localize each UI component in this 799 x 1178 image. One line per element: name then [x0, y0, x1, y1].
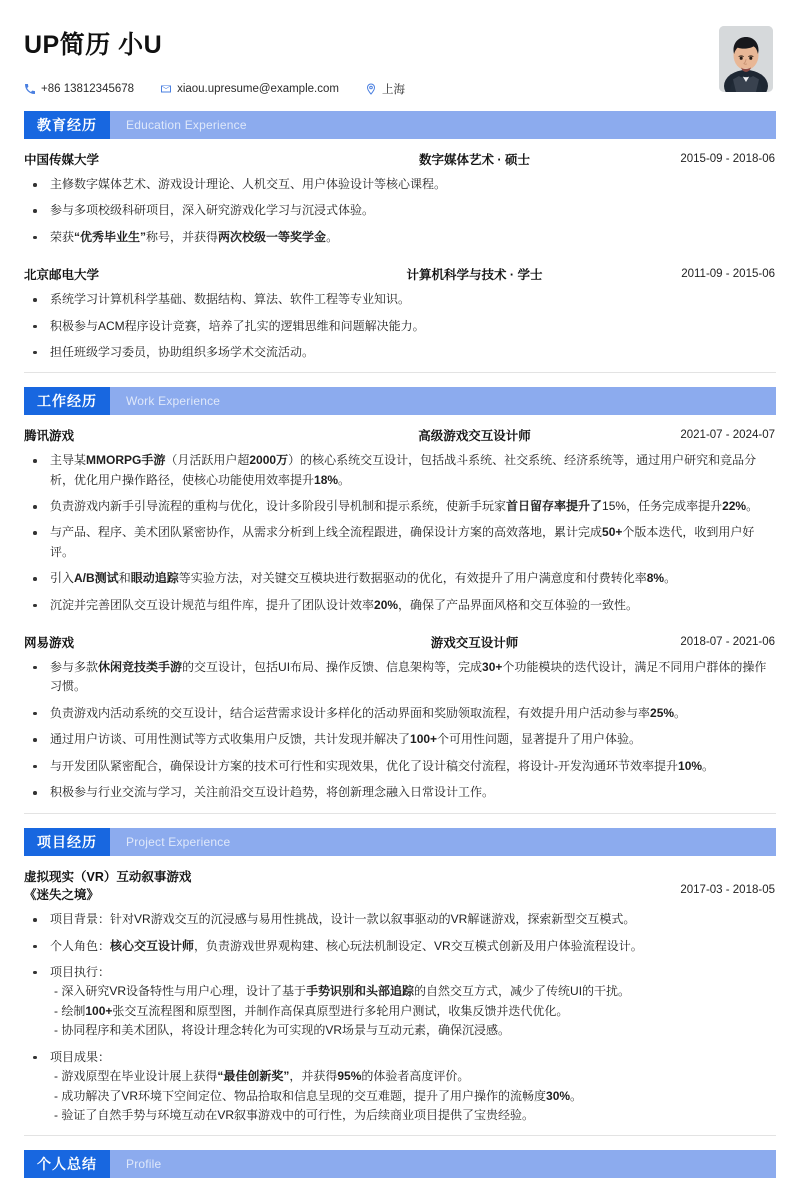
body-text: 。 — [326, 229, 339, 244]
body-text: 个功能模块的迭代设计，满足不同用户群体的操作习惯。 — [50, 659, 767, 694]
section-title-en: Education Experience — [126, 118, 247, 133]
body-text: ）的核心系统交互设计，包括战斗系统、社交系统、经济系统等，通过用户研究和竞品分析，优化用户操作路径，使核心功能使用效率提升 — [50, 453, 757, 487]
body-text: 张交互流程图和原型图，并制作高保真原型进行多轮用户测试，收集反馈并迭代优化。 — [112, 1003, 569, 1018]
entry-date-range: 2011-09 - 2015-06 — [681, 268, 775, 281]
list-subitem — [50, 1021, 775, 1040]
emphasis-text: 100+ — [85, 1003, 113, 1018]
list-item — [24, 201, 775, 220]
body-text: 担任班级学习委员，协助组织多场学术交流活动。 — [50, 344, 315, 359]
list-subitem — [50, 1067, 775, 1086]
contact-row — [24, 81, 405, 97]
body-text: - 成功解决了VR环境下空间定位、物品拾取和信息呈现的交互难题，提升了用户操作的流畅度 — [54, 1088, 547, 1103]
list-subitem — [50, 982, 775, 1001]
body-text: 主导某 — [50, 453, 87, 468]
body-text: 负责游戏内活动系统的交互设计，结合运营需求设计多样化的活动界面和奖励领取流程，有效提升用户活动参与率 — [50, 705, 651, 720]
body-text: 的交互设计，包括UI布局、操作反馈、信息架构等，完成 — [182, 659, 483, 674]
body-text: 个版本迭代，收到用户好评。 — [50, 525, 755, 559]
body-text: - 绘制 — [54, 1003, 86, 1018]
resume-entry — [24, 254, 775, 362]
header-left — [24, 26, 405, 97]
contact-phone-text: +86 13812345678 — [41, 83, 135, 96]
list-item — [24, 497, 775, 516]
entry-header — [24, 868, 775, 906]
emphasis-text: A/B测试 — [74, 571, 119, 586]
body-text: 。 — [674, 705, 687, 720]
entry-date-range: 2018-07 - 2021-06 — [680, 636, 775, 649]
body-text: - 游戏原型在毕业设计展上获得 — [54, 1069, 218, 1084]
body-text: 荣获 — [50, 229, 75, 244]
entry-organization-name: 北京邮电大学 — [24, 268, 100, 283]
body-text: ，负责游戏世界观构建、核心玩法机制设定、VR交互模式创新及用户体验流程设计。 — [194, 938, 643, 953]
body-text: 。 — [746, 499, 759, 513]
list-item — [24, 963, 775, 1041]
resume-entry — [24, 139, 775, 247]
section-title-cn: 项目经历 — [24, 828, 110, 856]
section-title-cn: 工作经历 — [24, 387, 110, 415]
emphasis-text: 休闲竞技类手游 — [98, 659, 183, 674]
entry-organization-name: 网易游戏 — [24, 636, 75, 651]
list-item — [24, 317, 775, 336]
entry-bullet-list — [24, 658, 775, 803]
resume-entry — [24, 856, 775, 1126]
body-text: 。 — [338, 472, 351, 487]
body-text: 个可用性问题，显著提升了用户体验。 — [437, 732, 642, 747]
emphasis-text: 眼动追踪 — [130, 571, 179, 586]
emphasis-text: 22% — [722, 499, 747, 513]
entry-date-range: 2017-03 - 2018-05 — [680, 883, 775, 896]
section-header-bar — [24, 828, 776, 856]
contact-location-text: 上海 — [381, 84, 405, 97]
body-text: 与开发团队紧密配合，确保设计方案的技术可行性和实现效果，优化了设计稿交付流程，将设计-开发沟通环节效率提升 — [50, 758, 679, 773]
section-header-bar — [24, 111, 776, 139]
entry-header — [24, 266, 775, 285]
section-divider — [24, 813, 776, 814]
list-item — [24, 343, 775, 362]
list-item — [24, 910, 775, 929]
body-text: 。 — [664, 571, 677, 586]
emphasis-text: 50+ — [602, 525, 623, 540]
emphasis-text: 8% — [646, 571, 665, 586]
section-title-cn: 教育经历 — [24, 111, 110, 139]
location-icon — [365, 83, 377, 95]
resume-section — [24, 387, 775, 813]
contact-email[interactable] — [160, 83, 339, 95]
resume-header — [24, 0, 775, 97]
list-item — [24, 451, 775, 490]
body-text: 系统学习计算机科学基础、数据结构、算法、软件工程等专业知识。 — [50, 292, 411, 307]
list-item — [24, 1048, 775, 1126]
entry-header — [24, 427, 775, 446]
body-text: 的体验者高度评价。 — [361, 1069, 470, 1084]
entry-bullet-list — [24, 451, 775, 615]
list-item — [24, 290, 775, 309]
body-text: 个人角色： — [50, 938, 111, 953]
resume-entry — [24, 622, 775, 802]
body-text: 负责游戏内新手引导流程的重构与优化，设计多阶段引导机制和提示系统，使新手玩家 — [50, 499, 507, 513]
entry-organization-name: 虚拟现实（VR）互动叙事游戏 — [24, 869, 192, 884]
entry-organization — [24, 868, 324, 906]
body-text: 通过用户访谈、可用性测试等方式收集用户反馈，共计发现并解决了 — [50, 732, 411, 747]
body-text: 积极参与ACM程序设计竞赛，培养了扎实的逻辑思维和问题解决能力。 — [50, 318, 425, 333]
body-text: 主修数字媒体艺术、游戏设计理论、人机交互、用户体验设计等核心课程。 — [50, 177, 447, 191]
body-text: 等实验方法，对关键交互模块进行数据驱动的优化，有效提升了用户满意度和付费转化率 — [178, 571, 647, 586]
emphasis-text: 30+ — [482, 659, 503, 674]
entry-organization-name: 中国传媒大学 — [24, 153, 100, 168]
body-text: 项目背景：针对VR游戏交互的沉浸感与易用性挑战，设计一款以叙事驱动的VR解谜游戏，探索新型交互模式。 — [50, 912, 636, 927]
list-item — [24, 937, 775, 956]
emphasis-text: 30% — [546, 1088, 571, 1103]
body-text: 与产品、程序、美术团队紧密协作，从需求分析到上线全流程跟进，确保设计方案的高效落地，累计完成 — [50, 525, 603, 540]
sections-root — [24, 111, 775, 1178]
section-title-cn: 个人总结 — [24, 1150, 110, 1178]
list-item — [24, 757, 775, 776]
contact-location[interactable] — [365, 81, 405, 97]
list-subitem — [50, 1087, 775, 1106]
list-subitem — [50, 1106, 775, 1125]
body-text: ，确保了产品界面风格和交互体验的一致性。 — [398, 597, 639, 612]
emphasis-text: 首日留存率提升了 — [506, 499, 603, 513]
list-item — [24, 569, 775, 588]
page-title: UP简历 小U — [24, 31, 163, 59]
entry-organization-name: 腾讯游戏 — [24, 429, 75, 444]
body-text: 参与多项校级科研项目，深入研究游戏化学习与沉浸式体验。 — [50, 203, 375, 218]
list-item — [24, 783, 775, 802]
emphasis-text: 20% — [374, 597, 399, 612]
body-text: - 验证了自然手势与环境互动在VR叙事游戏中的可行性，为后续商业项目提供了宝贵经验。 — [54, 1108, 535, 1122]
list-item — [24, 658, 775, 697]
entry-organization — [24, 266, 324, 285]
entry-organization-subtitle: 《迷失之境》 — [24, 888, 100, 903]
section-title-en: Profile — [126, 1157, 162, 1172]
entry-organization — [24, 634, 324, 653]
section-title-en: Work Experience — [126, 394, 221, 409]
emphasis-text: 两次校级一等奖学金 — [218, 229, 327, 244]
body-text: - 深入研究VR设备特性与用户心理，设计了基于 — [54, 984, 307, 999]
emphasis-text: “最佳创新奖” — [217, 1069, 290, 1084]
body-text: ，并获得 — [289, 1069, 338, 1084]
section-title-en: Project Experience — [126, 834, 231, 849]
entry-header — [24, 151, 775, 170]
phone-icon — [24, 83, 36, 95]
entry-bullet-list — [24, 910, 775, 1125]
entry-role: 高级游戏交互设计师 — [418, 429, 531, 444]
contact-phone[interactable] — [24, 83, 134, 95]
emphasis-text: 100+ — [410, 732, 438, 747]
body-text: 称号，并获得 — [146, 229, 219, 244]
body-text: 15% — [602, 499, 627, 513]
emphasis-text: 95% — [337, 1069, 362, 1084]
avatar — [719, 26, 773, 92]
list-subitem — [50, 1002, 775, 1021]
mail-icon — [160, 83, 172, 95]
body-text: 。 — [702, 758, 715, 773]
entry-date-range: 2021-07 - 2024-07 — [680, 429, 775, 442]
list-item — [24, 228, 775, 247]
resume-section — [24, 828, 775, 1137]
emphasis-text: 2000万 — [249, 453, 289, 468]
body-text: 。 — [570, 1088, 583, 1103]
entry-bullet-list — [24, 290, 775, 362]
entry-organization — [24, 427, 324, 446]
list-item — [24, 523, 775, 562]
entry-role: 计算机科学与技术 · 学士 — [406, 268, 543, 283]
body-text: 积极参与行业交流与学习，关注前沿交互设计趋势，将创新理念融入日常设计工作。 — [50, 785, 495, 800]
body-text: 引入 — [50, 571, 75, 586]
entry-date-range: 2015-09 - 2018-06 — [680, 153, 775, 166]
body-text: 项目成果： — [50, 1049, 111, 1064]
entry-role: 游戏交互设计师 — [430, 636, 519, 651]
list-item — [24, 730, 775, 749]
body-text: 和 — [118, 571, 131, 586]
emphasis-text: 18% — [314, 472, 339, 487]
entry-bullet-list — [24, 175, 775, 247]
body-text: ，任务完成率提升 — [626, 499, 723, 513]
emphasis-text: 25% — [650, 705, 675, 720]
section-header-bar — [24, 1150, 776, 1178]
body-text: 项目执行： — [50, 964, 111, 979]
list-item — [24, 175, 775, 194]
section-divider — [24, 1135, 776, 1136]
body-text: - 协同程序和美术团队，将设计理念转化为可实现的VR场景与互动元素，确保沉浸感。 — [54, 1023, 511, 1038]
resume-section — [24, 1150, 775, 1178]
contact-email-text: xiaou.upresume@example.com — [177, 83, 339, 96]
body-text: 沉淀并完善团队交互设计规范与组件库，提升了团队设计效率 — [50, 597, 375, 612]
resume-section — [24, 111, 775, 373]
list-item — [24, 704, 775, 723]
list-item — [24, 596, 775, 615]
body-text: 参与多款 — [50, 659, 99, 674]
emphasis-text: 核心交互设计师 — [110, 938, 195, 953]
body-text: （月活跃用户超 — [165, 453, 250, 468]
emphasis-text: “优秀毕业生” — [74, 229, 147, 244]
section-header-bar — [24, 387, 776, 415]
section-divider — [24, 372, 776, 373]
emphasis-text: 10% — [678, 758, 703, 773]
entry-header — [24, 634, 775, 653]
emphasis-text: 手势识别和头部追踪 — [306, 984, 415, 999]
emphasis-text: MMORPG手游 — [86, 453, 166, 468]
resume-entry — [24, 415, 775, 615]
entry-role: 数字媒体艺术 · 硕士 — [418, 153, 531, 168]
body-text: 的自然交互方式，减少了传统UI的干扰。 — [414, 984, 631, 999]
entry-organization — [24, 151, 324, 170]
